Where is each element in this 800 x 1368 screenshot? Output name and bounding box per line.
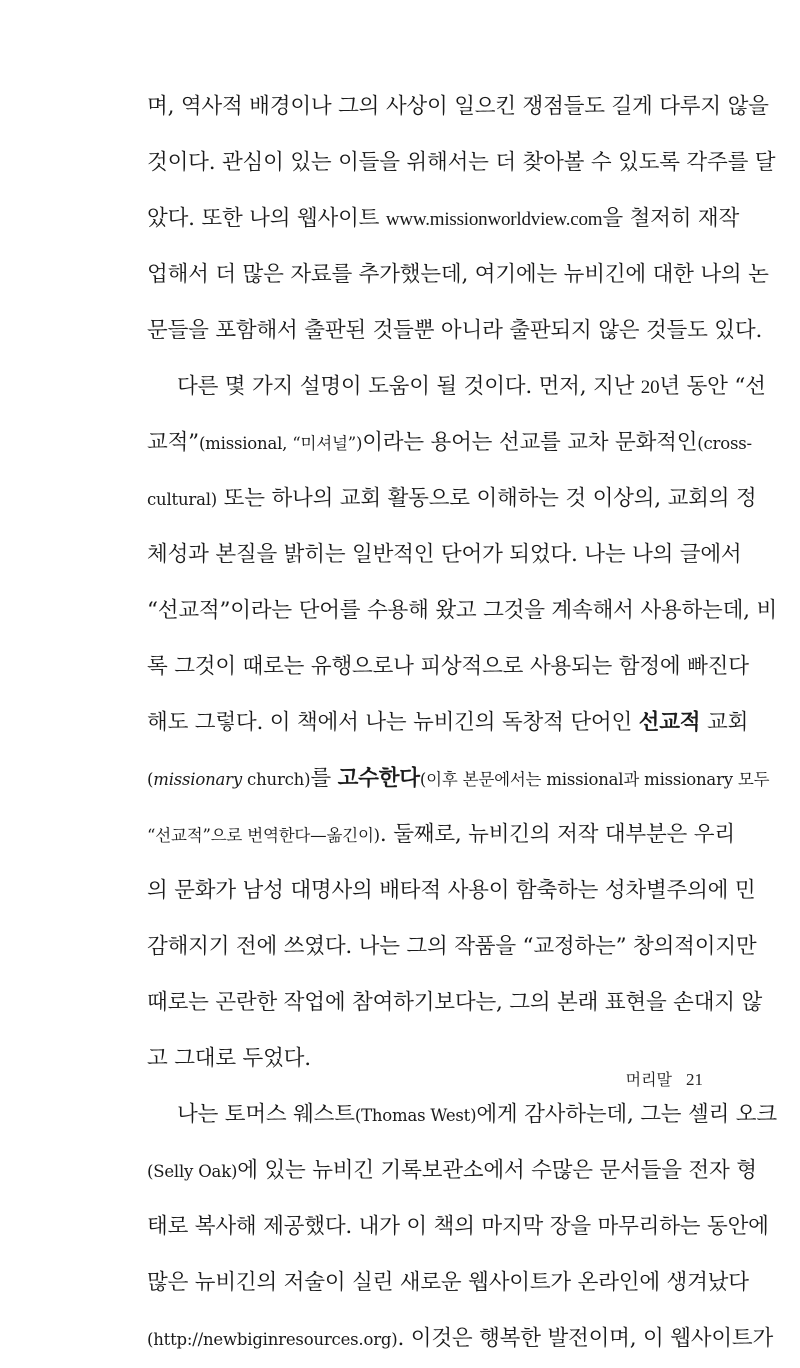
text-segment: church) <box>242 770 311 789</box>
text-segment: “선교적”이라는 단어를 수용해 왔고 그것을 계속해서 사용하는데, 비 <box>147 598 778 623</box>
text-line <box>147 807 735 863</box>
text-line <box>147 303 763 359</box>
text-segment: www.missionworldview.com <box>385 209 603 230</box>
text-segment: ( <box>147 770 154 789</box>
text-segment: 았다. 또한 나의 웹사이트 <box>147 206 386 231</box>
text-line <box>147 247 769 303</box>
text-line <box>177 359 766 415</box>
text-segment: 많은 뉴비긴의 저술이 실린 새로운 웹사이트가 온라인에 생겨났다 <box>147 1270 749 1295</box>
text-line <box>147 191 740 247</box>
text-segment: 것이다. 관심이 있는 이들을 위해서는 더 찾아볼 수 있도록 각주를 달 <box>147 150 776 175</box>
text-segment: 이라는 용어는 선교를 교차 문화적인 <box>362 430 698 455</box>
text-line <box>147 1311 774 1367</box>
text-segment: missionary <box>153 770 242 789</box>
text-segment: 록 그것이 때로는 유행으로나 피상적으로 사용되는 함정에 빠진다 <box>147 654 749 679</box>
text-line <box>147 527 742 583</box>
text-segment: 해도 그렇다. 이 책에서 나는 뉴비긴의 독창적 단어인 <box>147 710 639 735</box>
text-segment: (Selly Oak) <box>147 1162 238 1181</box>
text-line <box>147 415 752 471</box>
text-segment: (missional, “미셔널”) <box>198 434 363 453</box>
text-segment: 또는 하나의 교회 활동으로 이해하는 것 이상의, 교회의 정 <box>217 486 757 511</box>
text-line <box>147 79 769 135</box>
text-segment: 의 문화가 남성 대명사의 배타적 사용이 함축하는 성차별주의에 민 <box>147 878 756 903</box>
text-line <box>147 471 757 527</box>
text-line <box>147 919 757 975</box>
text-segment: 년 동안 “선 <box>659 374 766 399</box>
text-segment: 문들을 포함해서 출판된 것들뿐 아니라 출판되지 않은 것들도 있다. <box>147 318 763 343</box>
text-segment: 에게 감사하는데, 그는 셀리 오크 <box>476 1102 777 1127</box>
text-segment: 선교적 <box>638 710 701 735</box>
text-segment: 교적” <box>147 430 199 455</box>
text-segment: 태로 복사해 제공했다. 내가 이 책의 마지막 장을 마무리하는 동안에 <box>147 1214 769 1239</box>
text-segment: 에 있는 뉴비긴 기록보관소에서 수많은 문서들을 전자 형 <box>237 1158 757 1183</box>
text-segment: 를 <box>310 766 338 791</box>
text-segment: 다른 몇 가지 설명이 도움이 될 것이다. 먼저, 지난 <box>177 374 641 399</box>
text-segment: 업해서 더 많은 자료를 추가했는데, 여기에는 뉴비긴에 대한 나의 논 <box>147 262 769 287</box>
text-segment: 때로는 곤란한 작업에 참여하기보다는, 그의 본래 표현을 손대지 않 <box>147 990 763 1015</box>
text-line <box>147 863 756 919</box>
text-segment: . 둘째로, 뉴비긴의 저작 대부분은 우리 <box>379 822 735 847</box>
text-segment: “선교적”으로 번역한다—옮긴이) <box>147 826 380 845</box>
text-line <box>147 695 749 751</box>
page-number: 21 <box>686 1070 703 1089</box>
running-head: 머리말 <box>625 1070 672 1089</box>
text-segment: cultural) <box>147 490 218 509</box>
text-segment: (이후 본문에서는 missional과 missionary 모두 <box>419 770 770 789</box>
text-segment: 체성과 본질을 밝히는 일반적인 단어가 되었다. 나는 나의 글에서 <box>147 542 742 567</box>
text-line <box>147 751 770 807</box>
page-footer <box>560 1060 703 1100</box>
text-line <box>147 639 749 695</box>
text-segment: 며, 역사적 배경이나 그의 사상이 일으킨 쟁점들도 길게 다루지 않을 <box>147 94 769 119</box>
text-segment: 고수한다 <box>337 766 420 791</box>
text-line <box>147 1143 757 1199</box>
text-line <box>147 1199 769 1255</box>
text-segment: (http://newbiginresources.org) <box>147 1330 398 1349</box>
text-segment: (cross- <box>697 434 752 453</box>
text-line <box>147 1255 749 1311</box>
text-segment: 나는 토머스 웨스트 <box>177 1102 355 1127</box>
text-segment: 고 그대로 두었다. <box>147 1046 311 1071</box>
text-line <box>147 975 763 1031</box>
text-segment: (Thomas West) <box>354 1106 477 1125</box>
text-segment: . 이것은 행복한 발전이며, 이 웹사이트가 <box>397 1326 774 1351</box>
text-segment: 을 철저히 재작 <box>602 206 740 231</box>
text-segment: 감해지기 전에 쓰였다. 나는 그의 작품을 “교정하는” 창의적이지만 <box>147 934 757 959</box>
text-line <box>147 135 776 191</box>
text-line <box>147 583 778 639</box>
text-segment: 교회 <box>700 710 749 735</box>
text-segment: 20 <box>640 377 660 398</box>
